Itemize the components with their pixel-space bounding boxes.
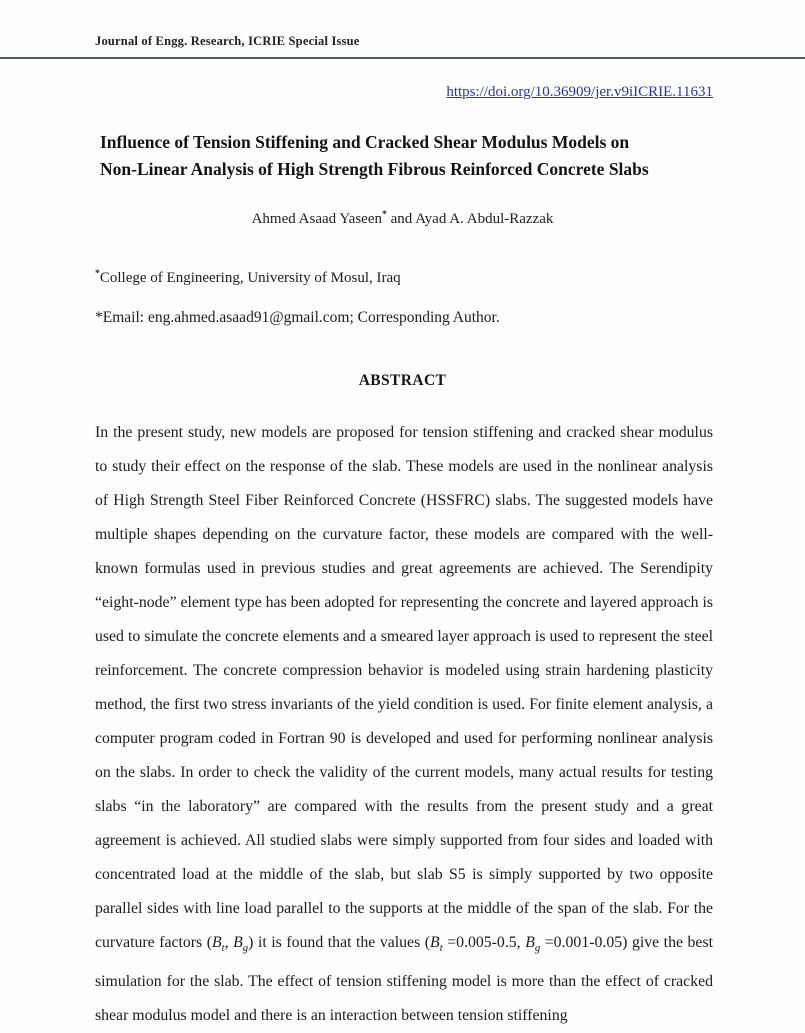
abstract-separator: , <box>224 934 234 951</box>
subscript-g: g <box>242 942 249 955</box>
symbol-B: B <box>233 934 243 951</box>
symbol-B: B <box>525 934 535 951</box>
abstract-value-t: =0.005-0.5, <box>442 934 526 951</box>
journal-name: Journal of Engg. Research, ICRIE Special Issue <box>95 34 360 48</box>
paper-title-line-2: Non-Linear Analysis of High Strength Fibrous Reinforced Concrete Slabs <box>100 159 649 179</box>
email-line: *Email: eng.ahmed.asaad91@gmail.com; Corresponding Author. <box>95 309 500 326</box>
subscript-t: t <box>221 942 225 955</box>
abstract-text-3: give the best simulation for the slab. The effect of tension stiffening model is more than the effect of cracked shear modulus model and there is an interaction between tension stiffening <box>95 934 713 1025</box>
abstract-value-g: =0.001-0.05) <box>540 934 628 951</box>
affiliation-mark: * <box>95 268 100 279</box>
affiliation-text: College of Engineering, University of Mosul, Iraq <box>99 270 401 286</box>
doi-row <box>95 84 713 101</box>
author-1: Ahmed Asaad Yaseen <box>251 211 382 227</box>
abstract-text-2: ) it is found that the values ( <box>248 934 431 951</box>
abstract-text-1: In the present study, new models are proposed for tension stiffening and cracked shear modulus to study their effect on the response of the slab. These models are used in the nonlinear analysis of High Strength Steel Fiber Reinforced Concrete (HSSFRC) slabs. The suggested models have multiple shapes depending on the curvature factor, these models are compared with the well-known formulas used in previous studies and great agreements are achieved. The Serendipity “eight-node” element type has been adopted for representing the concrete and layered approach is used to simulate the concrete elements and a smeared layer approach is used to represent the steel reinforcement. The concrete compression behavior is modeled using strain hardening plasticity method, the first two stress invariants of the yield condition is used. For finite element analysis, a computer program coded in Fortran 90 is developed and used for performing nonlinear analysis on the slabs. In order to check the validity of the current models, many actual results for testing slabs “in the laboratory” are compared with the results from the present study and a great agreement is achieved. All studied slabs were simply supported from four sides and loaded with concentrated load at the middle of the slab, but slab S5 is simply supported by two opposite parallel sides with line load parallel to the supports at the middle of the span of the slab. For the curvature factors ( <box>95 424 713 951</box>
abstract-heading: ABSTRACT <box>358 372 447 389</box>
symbol-Bt <box>430 934 443 955</box>
symbol-B: B <box>211 934 222 951</box>
authors-line <box>0 209 805 228</box>
author-2: and Ayad A. Abdul-Razzak <box>386 211 554 227</box>
abstract-body <box>95 416 713 1033</box>
header-rule <box>0 57 805 59</box>
symbol-Bt <box>211 934 225 955</box>
symbol-Bg <box>233 934 249 955</box>
paper-title <box>100 129 715 183</box>
symbol-Bg <box>525 934 541 955</box>
doi-link[interactable]: https://doi.org/10.36909/jer.v9iICRIE.11631 <box>446 84 713 100</box>
affiliation-line <box>95 268 713 287</box>
subscript-g: g <box>534 942 541 955</box>
symbol-B: B <box>430 934 440 951</box>
subscript-t: t <box>439 942 443 955</box>
corresponding-author-mark: * <box>382 209 387 220</box>
paper-title-line-1: Influence of Tension Stiffening and Cracked Shear Modulus Models on <box>100 132 630 152</box>
